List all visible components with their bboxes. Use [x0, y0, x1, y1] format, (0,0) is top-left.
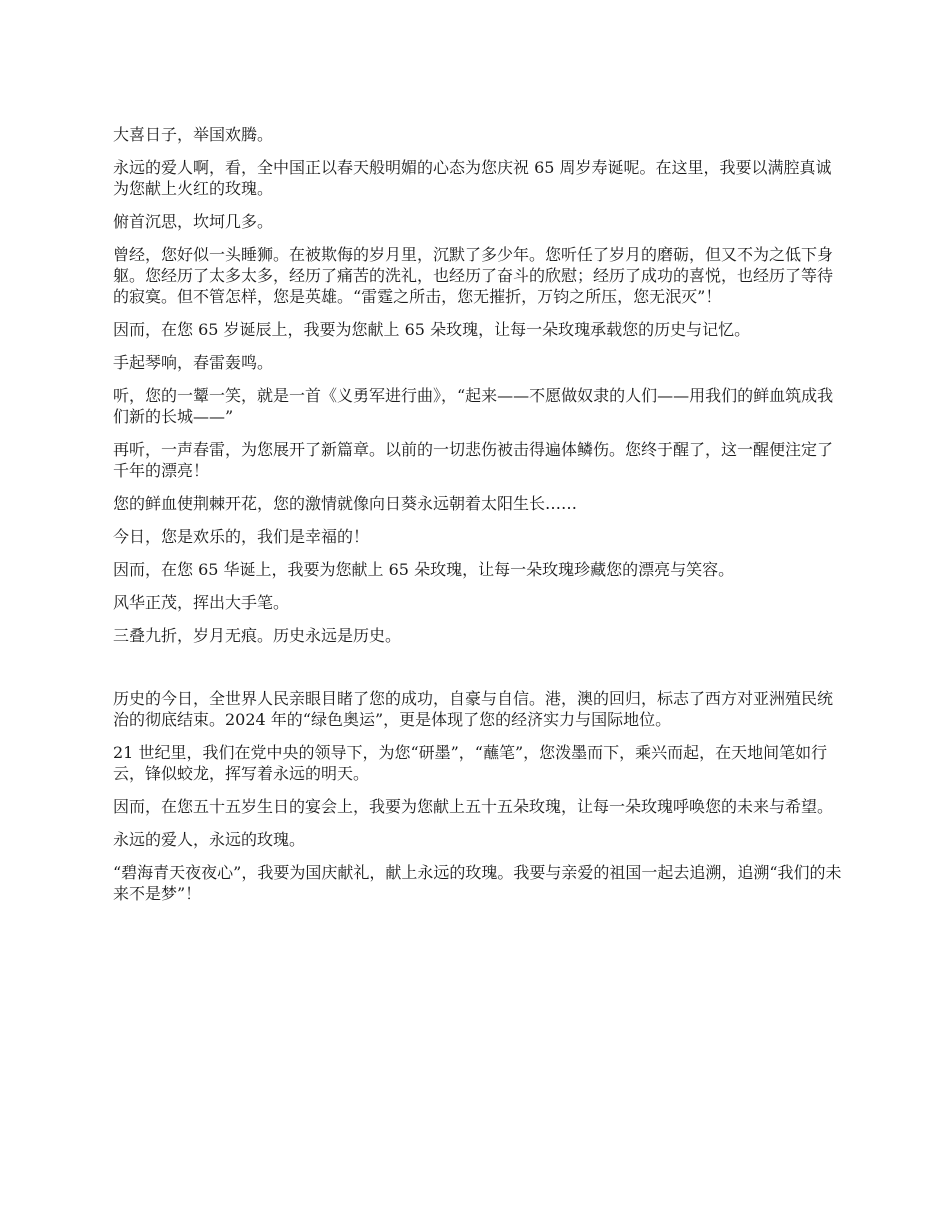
paragraph: 因而，在您 65 华诞上，我要为您献上 65 朵玫瑰，让每一朵玫瑰珍藏您的漂亮与笑容。	[113, 560, 735, 579]
paragraph: 因而，在您五十五岁生日的宴会上，我要为您献上五十五朵玫瑰，让每一朵玫瑰呼唤您的未来与希望。	[113, 797, 834, 816]
paragraph: 三叠九折，岁月无痕。历史永远是历史。	[113, 626, 402, 645]
paragraph: 再听，一声春雷，为您展开了新篇章。以前的一切悲伤被击得遍体鳞伤。您终于醒了，这一醒便注定了千年的漂亮！	[113, 440, 834, 480]
paragraph: 大喜日子，举国欢腾。	[113, 125, 274, 144]
paragraph: 永远的爱人啊，看，全中国正以春天般明媚的心态为您庆祝 65 周岁寿诞呢。在这里，我要以满腔真诚为您献上火红的玫瑰。	[113, 158, 832, 198]
paragraph: 永远的爱人，永远的玫瑰。	[113, 830, 306, 849]
paragraph: 历史的今日，全世界人民亲眼目睹了您的成功，自豪与自信。港，澳的回归，标志了西方对亚洲殖民统治的彻底结束。2024 年的“绿色奥运”，更是体现了您的经济实力与国际地位。	[113, 689, 834, 729]
paragraph: 21 世纪里，我们在党中央的领导下，为您“研墨”，“蘸笔”，您泼墨而下，乘兴而起，在天地间笔如行云，锋似蛟龙，挥写着永远的明天。	[113, 743, 828, 783]
document-body	[113, 124, 843, 916]
paragraph: 您的鲜血使荆棘开花，您的激情就像向日葵永远朝着太阳生长……	[113, 494, 578, 513]
paragraph: 听，您的一颦一笑，就是一首《义勇军进行曲》，“起来——不愿做奴隶的人们——用我们的鲜血筑成我们新的长城——”	[113, 386, 834, 426]
paragraph: 俯首沉思，坎坷几多。	[113, 212, 274, 231]
paragraph: 因而，在您 65 岁诞辰上，我要为您献上 65 朵玫瑰，让每一朵玫瑰承载您的历史与记忆。	[113, 320, 751, 339]
paragraph: 曾经，您好似一头睡狮。在被欺侮的岁月里，沉默了多少年。您听任了岁月的磨砺，但又不为之低下身躯。您经历了太多太多，经历了痛苦的洗礼，也经历了奋斗的欣慰；经历了成功的喜悦，也经历了等待的寂寞。但不管怎样，您是英雄。“雷霆之所击，您无摧折，万钧之所压，您无泯灭”！	[113, 245, 834, 306]
paragraph: 风华正茂，挥出大手笔。	[113, 593, 290, 612]
paragraph: 手起琴响，春雷轰鸣。	[113, 353, 274, 372]
paragraph: “碧海青天夜夜心”，我要为国庆献礼，献上永远的玫瑰。我要与亲爱的祖国一起去追溯，追溯“我们的未来不是梦”！	[113, 863, 842, 903]
paragraph: 今日，您是欢乐的，我们是幸福的！	[113, 527, 370, 546]
